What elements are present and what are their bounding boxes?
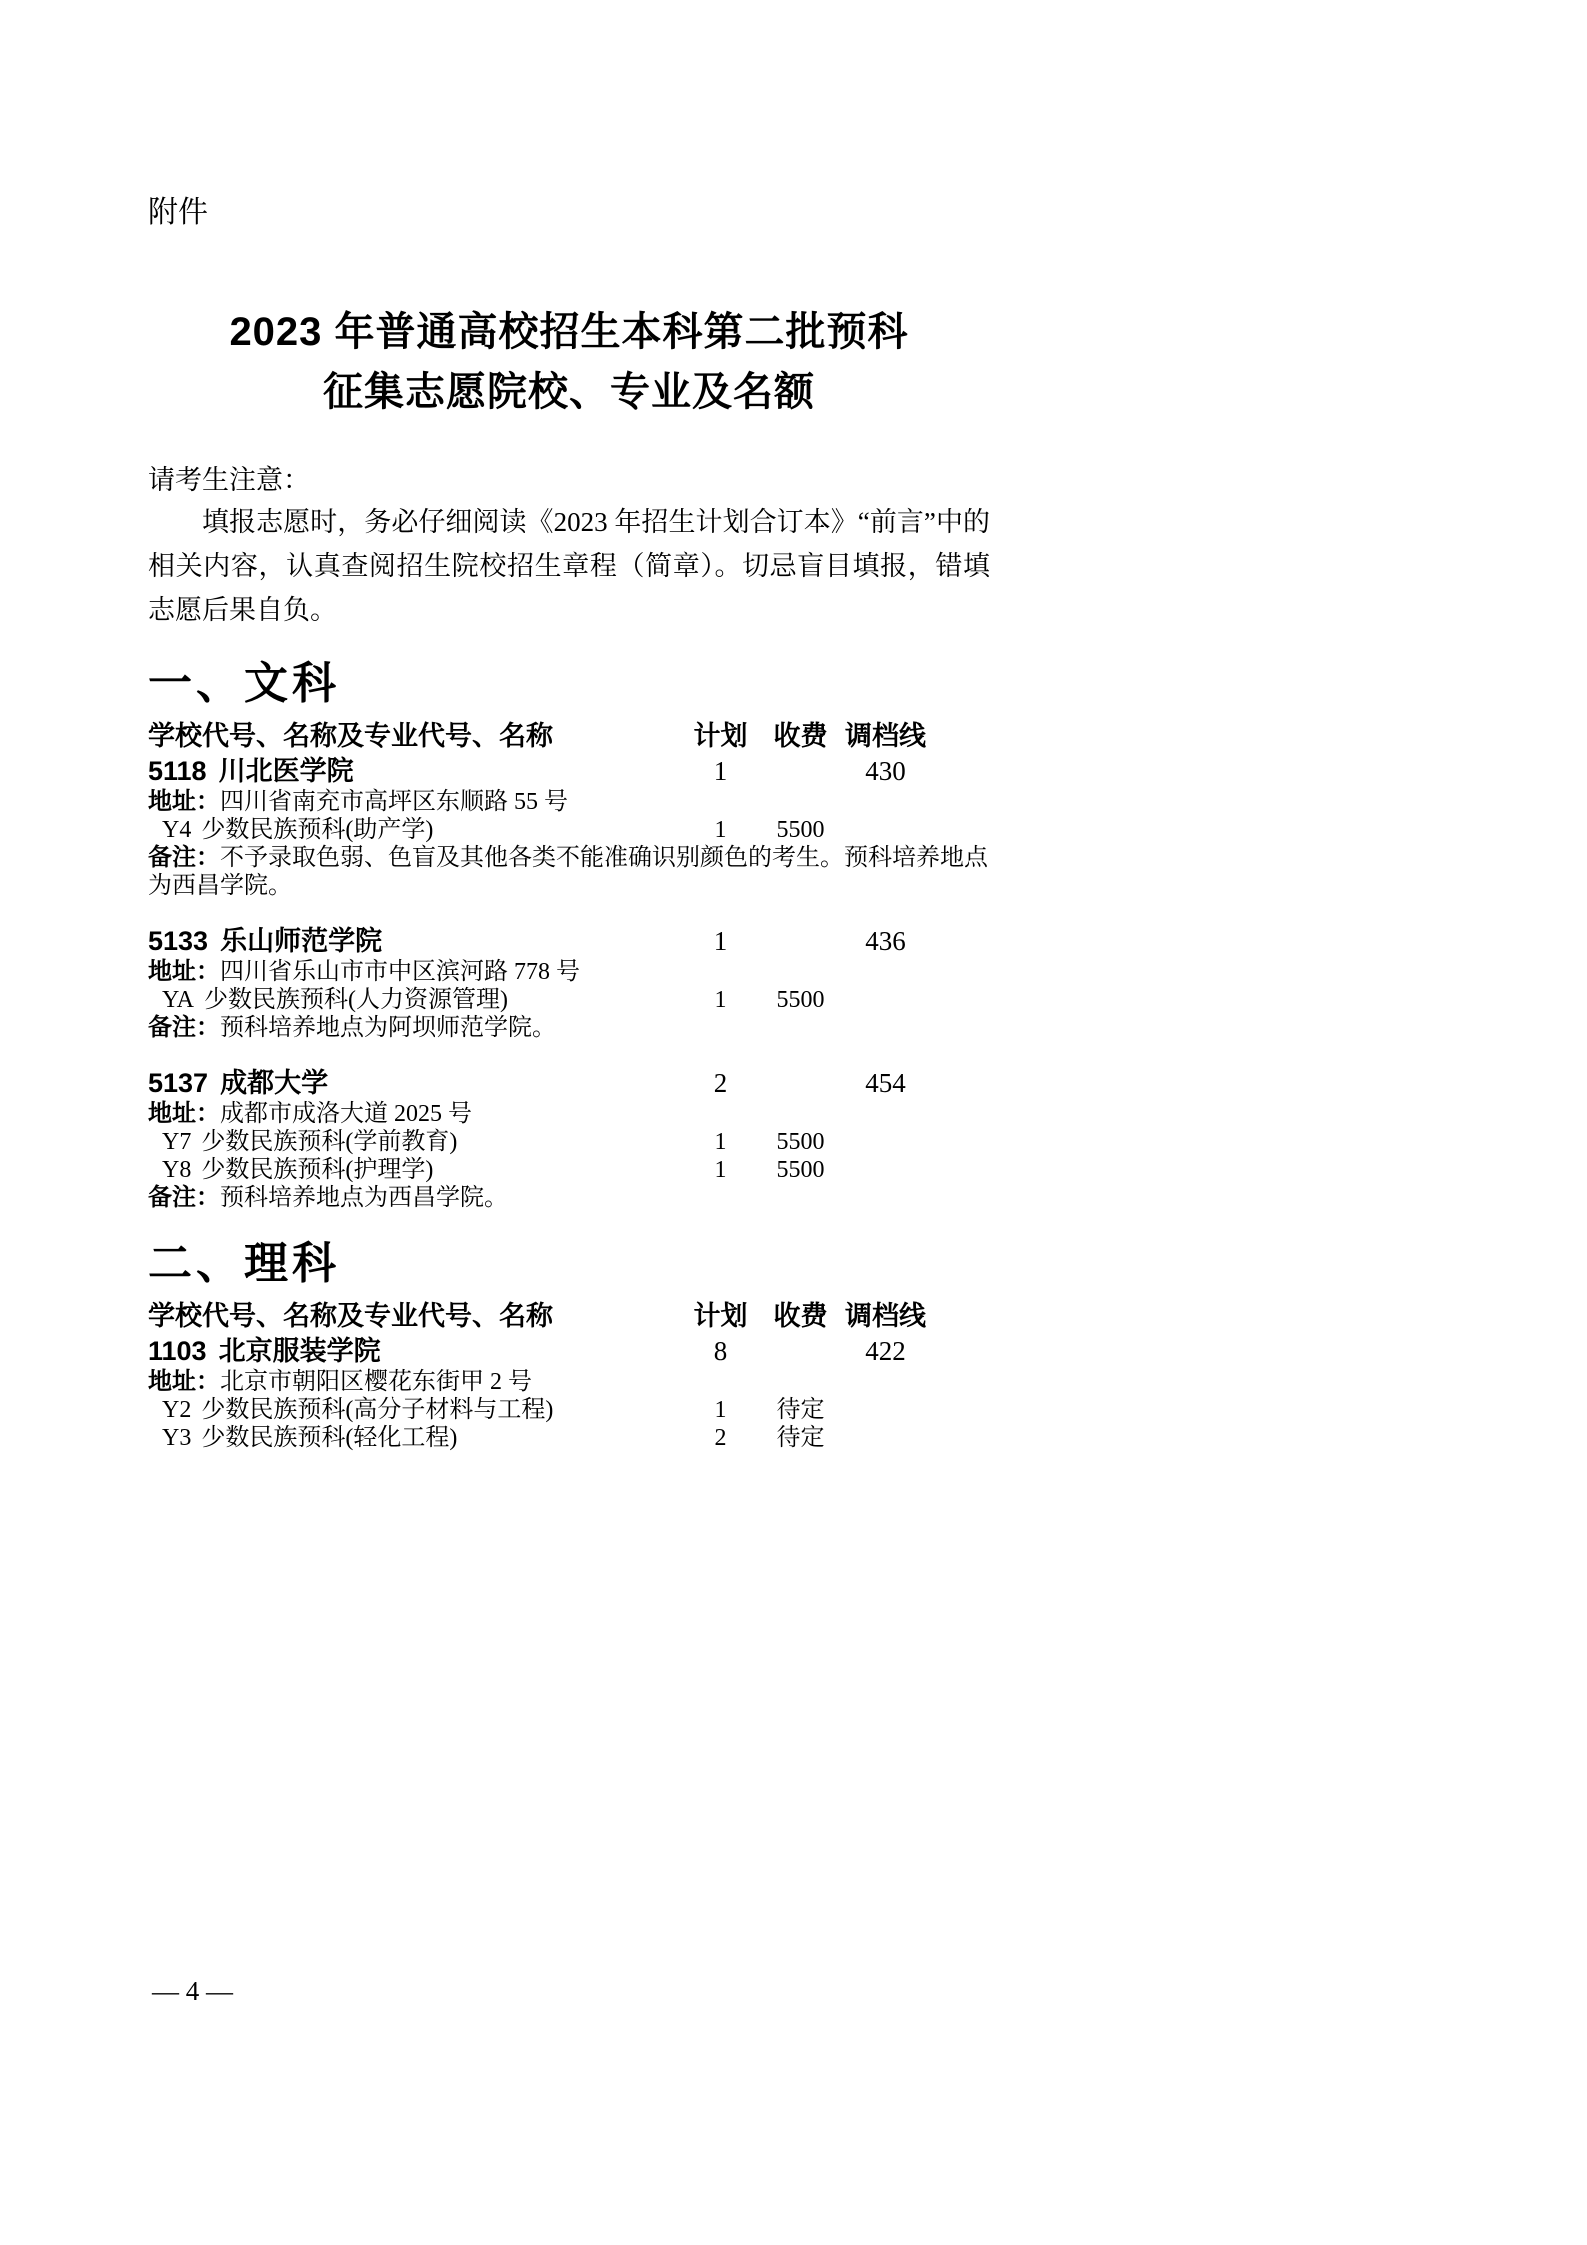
- section-science: [148, 1238, 990, 1452]
- column-header-school: 学校代号、名称及专业代号、名称: [148, 1301, 553, 1331]
- major-row: [148, 1424, 990, 1452]
- school-cutoff: 430: [865, 756, 906, 786]
- section-heading: 二、理科: [148, 1239, 340, 1288]
- column-header-plan: 计划: [693, 1301, 748, 1331]
- major-row: [148, 1128, 990, 1156]
- school-title: [148, 1066, 678, 1100]
- major-code: Y3: [162, 1425, 192, 1451]
- major-label: 少数民族预科(高分子材料与工程): [201, 1397, 554, 1423]
- major-code: Y7: [162, 1129, 192, 1155]
- attachment-label: 附件: [148, 196, 208, 229]
- note-line: [148, 1184, 990, 1212]
- note-text: 预科培养地点为西昌学院。: [220, 1185, 508, 1211]
- major-fee: 5500: [776, 987, 825, 1013]
- section-liberal-arts: [148, 658, 990, 1212]
- note-label: 备注：: [148, 844, 220, 871]
- section-heading: 一、文科: [148, 659, 340, 708]
- school-plan: 1: [713, 756, 728, 786]
- school-cutoff: 436: [865, 926, 906, 956]
- column-header-cutoff: 调档线: [845, 721, 926, 751]
- major-row: [148, 816, 990, 844]
- address-text: 四川省乐山市市中区滨河路 778 号: [220, 959, 580, 985]
- major-row: [148, 1396, 990, 1424]
- school-cutoff: 454: [865, 1068, 906, 1098]
- major-fee: 5500: [776, 1129, 825, 1155]
- address-line: [148, 1368, 990, 1396]
- school-row: [148, 1066, 990, 1100]
- note-text: 预科培养地点为阿坝师范学院。: [220, 1015, 556, 1041]
- title-line-2: 征集志愿院校、专业及名额: [323, 370, 815, 414]
- notice-body: 填报志愿时，务必仔细阅读《2023 年招生计划合订本》“前言”中的相关内容，认真查阅招生院校招生章程（简章）。切忌盲目填报，错填志愿后果自负。: [148, 507, 990, 625]
- major-label: 少数民族预科(轻化工程): [201, 1425, 458, 1451]
- note-line: [148, 844, 990, 900]
- major-plan: 1: [714, 1397, 727, 1423]
- major-title: [148, 816, 678, 844]
- school-title: [148, 754, 678, 788]
- major-code: Y4: [162, 817, 192, 843]
- major-fee: 5500: [776, 1157, 825, 1183]
- column-header-school: 学校代号、名称及专业代号、名称: [148, 721, 553, 751]
- school-plan: 1: [713, 926, 728, 956]
- major-plan: 1: [714, 987, 727, 1013]
- address-label: 地址：: [148, 958, 220, 985]
- column-header-fee: 收费: [773, 1301, 828, 1331]
- school-title: [148, 924, 678, 958]
- table-header-row: [148, 1298, 990, 1334]
- school-code: 5133: [148, 926, 209, 956]
- address-label: 地址：: [148, 1100, 220, 1127]
- major-label: 少数民族预科(学前教育): [201, 1129, 458, 1155]
- school-name: 川北医学院: [218, 756, 354, 786]
- note-label: 备注：: [148, 1184, 220, 1211]
- major-title: [148, 1396, 678, 1424]
- address-line: [148, 958, 990, 986]
- major-label: 少数民族预科(助产学): [201, 817, 434, 843]
- major-row: [148, 1156, 990, 1184]
- major-plan: 1: [714, 1129, 727, 1155]
- school-title: [148, 1334, 678, 1368]
- address-text: 北京市朝阳区樱花东街甲 2 号: [220, 1369, 532, 1395]
- major-title: [148, 1424, 678, 1452]
- school-row: [148, 754, 990, 788]
- school-code: 1103: [148, 1336, 207, 1366]
- major-fee: 5500: [776, 817, 825, 843]
- major-plan: 1: [714, 1157, 727, 1183]
- major-label: 少数民族预科(护理学): [201, 1157, 434, 1183]
- document-title: [148, 302, 990, 422]
- address-line: [148, 1100, 990, 1128]
- title-line-1: 2023 年普通高校招生本科第二批预科: [229, 310, 909, 354]
- school-plan: 2: [713, 1068, 728, 1098]
- column-header-plan: 计划: [693, 721, 748, 751]
- major-fee: 待定: [776, 1425, 825, 1451]
- school-code: 5137: [148, 1068, 209, 1098]
- address-label: 地址：: [148, 788, 220, 815]
- school-name: 北京服装学院: [218, 1336, 381, 1366]
- school-plan: 8: [713, 1336, 728, 1366]
- address-line: [148, 788, 990, 816]
- notice-heading: 请考生注意：: [148, 465, 310, 495]
- school-block: [148, 1334, 990, 1452]
- major-title: [148, 986, 678, 1014]
- page-number: — 4 —: [152, 1976, 233, 2006]
- note-text: 不予录取色弱、色盲及其他各类不能准确识别颜色的考生。预科培养地点为西昌学院。: [148, 845, 988, 899]
- address-text: 成都市成洛大道 2025 号: [220, 1101, 472, 1127]
- school-row: [148, 1334, 990, 1368]
- major-code: YA: [162, 987, 195, 1013]
- address-text: 四川省南充市高坪区东顺路 55 号: [220, 789, 568, 815]
- major-plan: 2: [714, 1425, 727, 1451]
- major-label: 少数民族预科(人力资源管理): [204, 987, 508, 1013]
- major-fee: 待定: [776, 1397, 825, 1423]
- major-code: Y8: [162, 1157, 192, 1183]
- note-line: [148, 1014, 990, 1042]
- school-cutoff: 422: [865, 1336, 906, 1366]
- school-block: [148, 754, 990, 900]
- major-title: [148, 1128, 678, 1156]
- school-name: 乐山师范学院: [220, 926, 383, 956]
- table-header-row: [148, 718, 990, 754]
- major-title: [148, 1156, 678, 1184]
- document-page: [148, 0, 990, 1452]
- school-code: 5118: [148, 756, 207, 786]
- school-block: [148, 924, 990, 1042]
- address-label: 地址：: [148, 1368, 220, 1395]
- column-header-fee: 收费: [773, 721, 828, 751]
- note-label: 备注：: [148, 1014, 220, 1041]
- major-plan: 1: [714, 817, 727, 843]
- school-row: [148, 924, 990, 958]
- major-code: Y2: [162, 1397, 192, 1423]
- major-row: [148, 986, 990, 1014]
- column-header-cutoff: 调档线: [845, 1301, 926, 1331]
- school-block: [148, 1066, 990, 1212]
- school-name: 成都大学: [220, 1068, 329, 1098]
